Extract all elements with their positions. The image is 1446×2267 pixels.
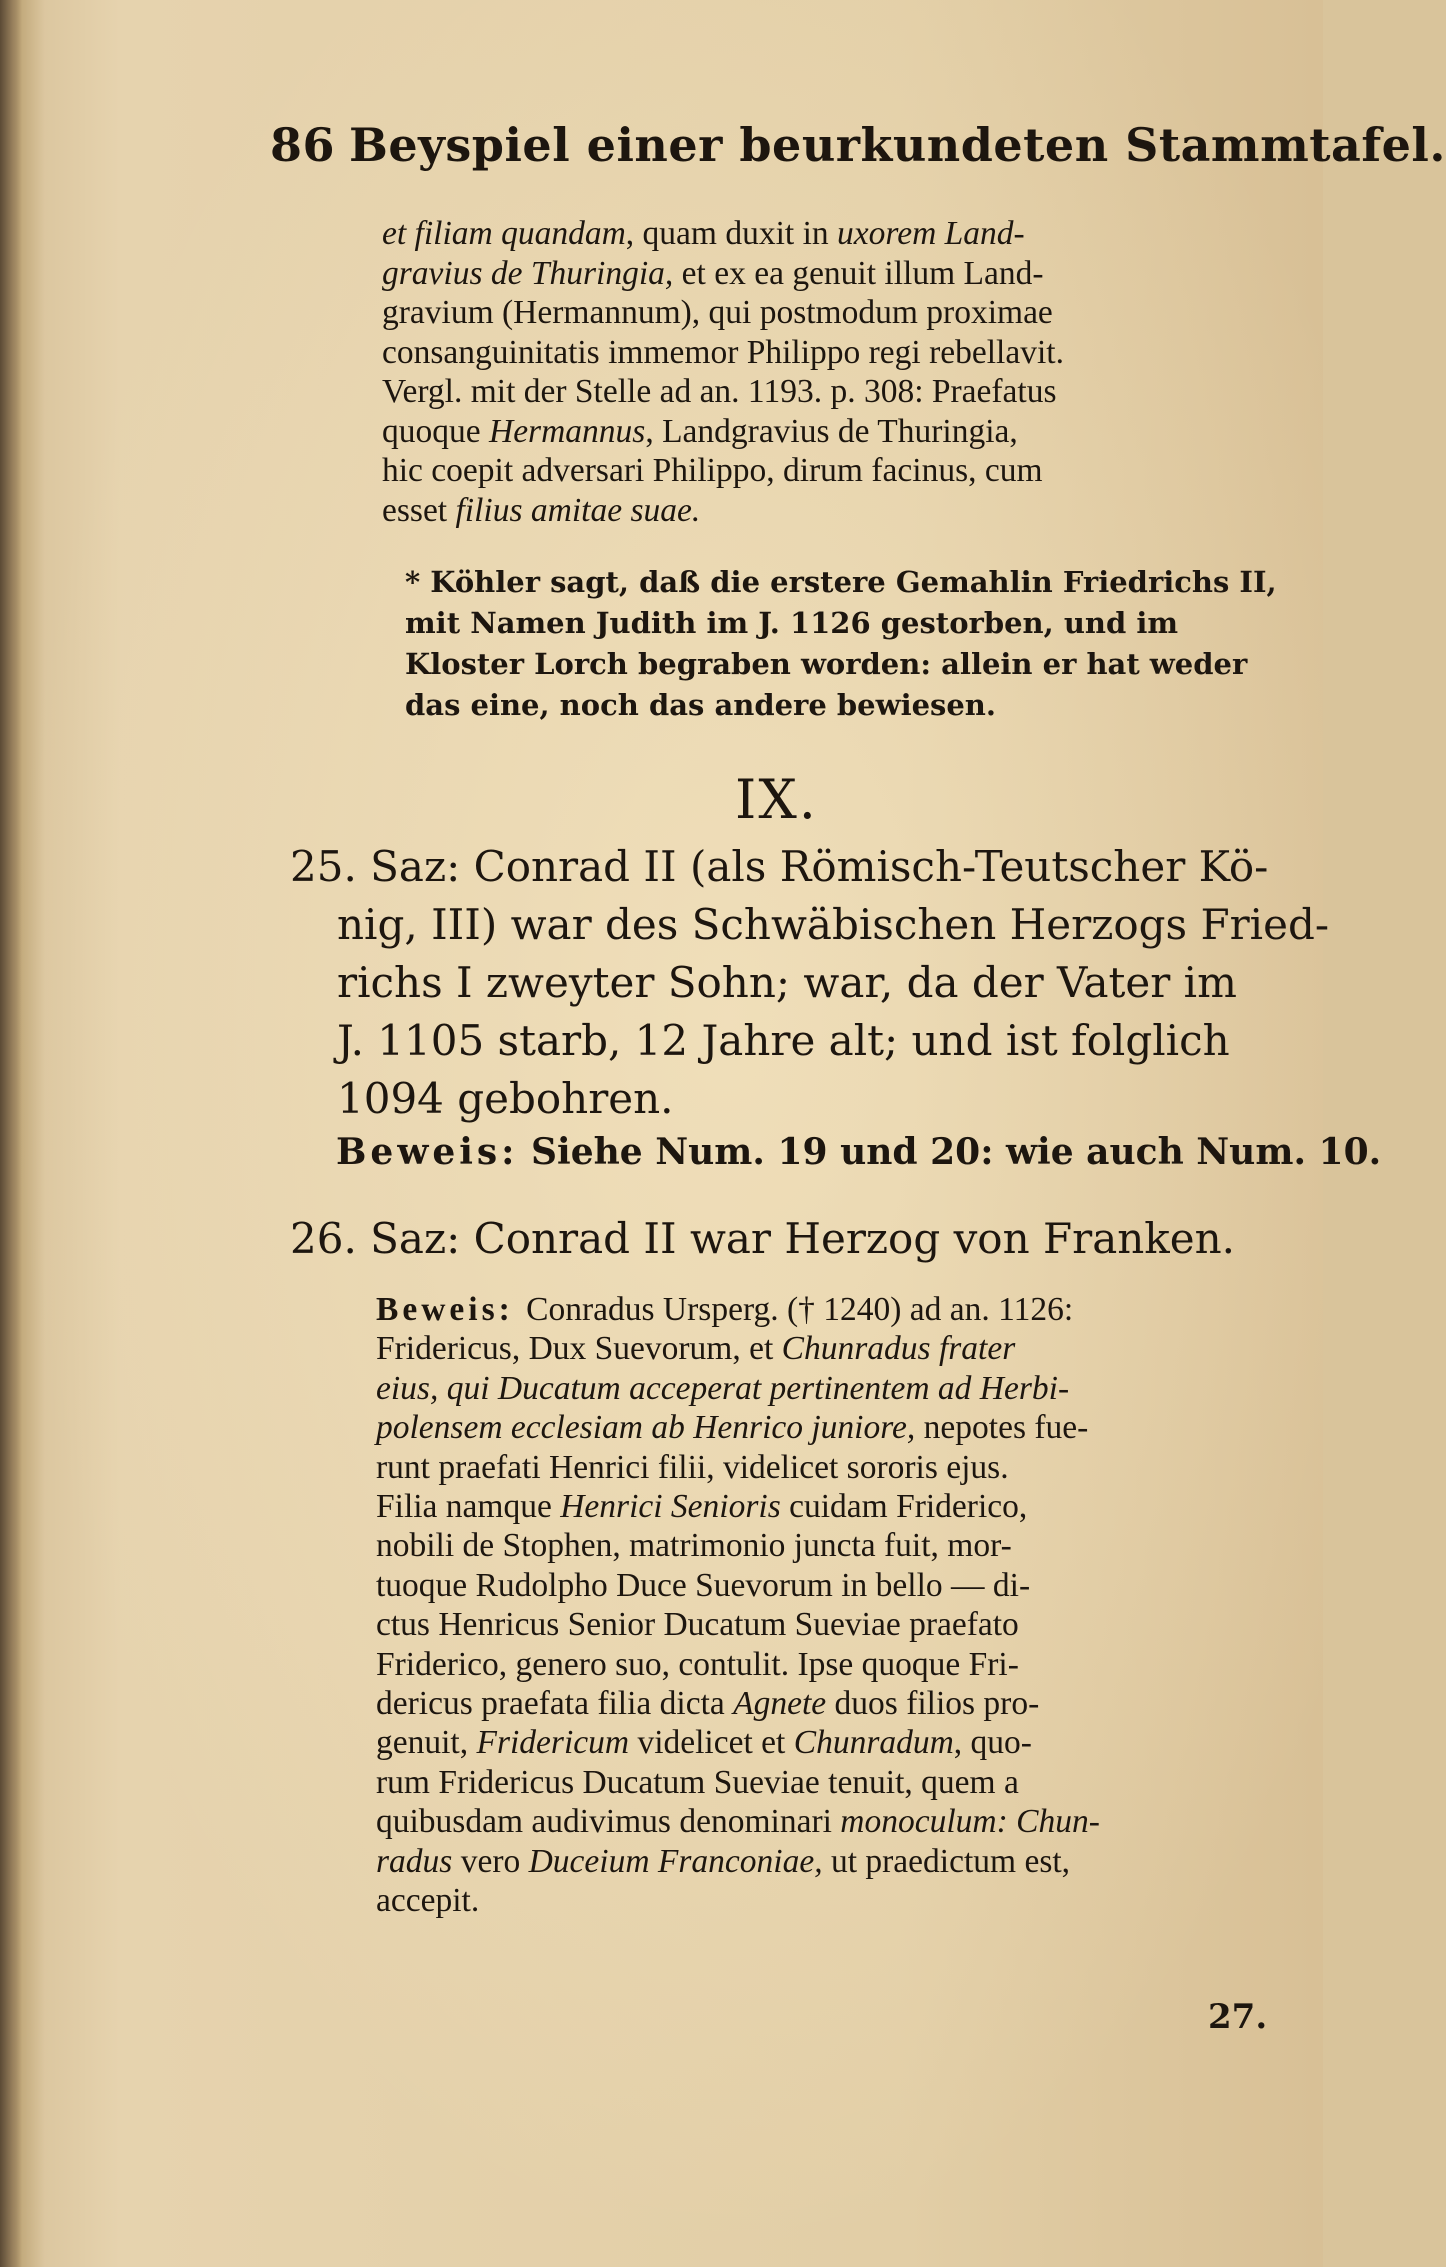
proof-label: Beweis: <box>376 1291 527 1328</box>
latin-quotation-paragraph <box>382 214 1064 530</box>
text-line <box>376 1448 1100 1487</box>
text-segment: Friderico, genero suo, contulit. Ipse quoque Fri- <box>376 1645 1019 1683</box>
text-line: richs I zweyter Sohn; war, da der Vater im <box>337 958 1237 1007</box>
binding-gutter <box>0 0 22 2267</box>
page-number: 86 <box>270 118 336 172</box>
text-segment: et ex ea genuit illum Land- <box>673 254 1044 292</box>
text-segment: Filia namque <box>376 1488 561 1526</box>
section-heading: IX. <box>735 768 818 831</box>
text-segment: videlicet et <box>629 1724 794 1762</box>
text-segment: Vergl. mit der Stelle ad an. 1193. p. 308: Praefatus <box>382 373 1057 410</box>
text-segment: Fridericus, Dux Suevorum, et <box>376 1330 782 1368</box>
italic-segment: Agnete <box>733 1685 827 1723</box>
proof-label: Beweis: <box>336 1131 519 1173</box>
text-segment: , quo- <box>953 1724 1032 1762</box>
text-segment: rum Fridericus Ducatum Sueviae tenuit, quem a <box>376 1763 1019 1801</box>
text-line <box>382 214 1064 254</box>
text-segment: dericus praefata filia dicta <box>376 1685 734 1723</box>
text-line <box>376 1329 1100 1368</box>
text-line <box>382 491 1064 531</box>
footnote <box>405 562 1277 726</box>
text-line: * Köhler sagt, daß die erstere Gemahlin Friedrichs II, <box>405 565 1277 599</box>
running-header <box>270 118 1446 172</box>
text-segment: , Landgravius de Thuringia, <box>645 412 1018 450</box>
italic-segment: et filiam quandam <box>382 215 626 252</box>
text-line <box>376 1684 1100 1723</box>
text-line <box>382 333 1064 373</box>
text-line <box>382 451 1064 491</box>
text-segment: ctus Henricus Senior Ducatum Sueviae praefato <box>376 1606 1019 1644</box>
italic-segment: eius, qui Ducatum acceperat pertinentem ad Herbi- <box>376 1369 1070 1407</box>
text-segment: nepotes fue- <box>915 1409 1089 1447</box>
italic-segment: Hermannus <box>489 412 646 450</box>
text-segment: hic coepit adversari Philippo, dirum facinus, cum <box>382 452 1043 489</box>
italic-segment: filius amitae suae. <box>455 491 701 529</box>
text-segment: vero <box>452 1842 529 1880</box>
thesis-26: 26. Saz: Conrad II war Herzog von Franken. <box>290 1214 1235 1263</box>
text-line <box>382 293 1064 333</box>
thesis-25 <box>290 838 1329 1128</box>
text-segment: cuidam Friderico, <box>780 1488 1028 1526</box>
text-segment: nobili de Stophen, matrimonio juncta fuit, mor- <box>376 1527 1012 1565</box>
italic-segment: Henrici Senioris <box>560 1488 781 1526</box>
text-line: 25. Saz: Conrad II (als Römisch-Teutscher Kö- <box>290 842 1269 891</box>
text-line: das eine, noch das andere bewiesen. <box>405 688 996 722</box>
text-line <box>376 1369 1100 1408</box>
text-line <box>376 1566 1100 1605</box>
proof-text: Siehe Num. 19 und 20: wie auch Num. 10. <box>531 1131 1382 1173</box>
italic-segment: polensem ecclesiam ab Henrico juniore, <box>376 1409 916 1447</box>
text-line <box>376 1723 1100 1762</box>
text-line <box>376 1645 1100 1684</box>
text-line <box>376 1290 1100 1329</box>
text-segment: esset <box>382 491 456 529</box>
catchword: 27. <box>1208 1997 1268 2037</box>
italic-segment: Fridericum <box>476 1724 630 1762</box>
text-segment: gravium (Hermannum), qui postmodum proximae <box>382 294 1053 331</box>
italic-segment: gravius de Thuringia, <box>382 254 674 292</box>
text-segment: ut praedictum est, <box>822 1842 1071 1880</box>
text-line <box>376 1842 1100 1881</box>
text-segment: tuoque Rudolpho Duce Suevorum in bello — di- <box>376 1566 1031 1604</box>
text-line <box>376 1763 1100 1802</box>
proof-25 <box>336 1131 1381 1173</box>
italic-segment: monoculum: Chun- <box>840 1803 1100 1841</box>
text-segment: Conradus Ursperg. († 1240) ad an. 1126: <box>526 1291 1074 1328</box>
text-segment: quoque <box>382 412 489 450</box>
text-line <box>382 412 1064 452</box>
italic-segment: Chunradus frater <box>781 1330 1016 1368</box>
italic-segment: uxorem Land- <box>837 215 1025 252</box>
text-line <box>376 1881 1100 1920</box>
text-segment: duos filios pro- <box>826 1685 1040 1723</box>
text-line: Kloster Lorch begraben worden: allein er hat weder <box>405 647 1248 681</box>
text-line: nig, III) war des Schwäbischen Herzogs Fried- <box>337 900 1330 949</box>
text-line <box>382 372 1064 412</box>
italic-segment: Duceium Franconiae, <box>528 1842 823 1880</box>
text-line <box>376 1526 1100 1565</box>
text-line <box>376 1408 1100 1447</box>
text-line: mit Namen Judith im J. 1126 gestorben, und im <box>405 606 1179 640</box>
text-segment: , quam duxit in <box>625 215 838 252</box>
text-line: J. 1105 starb, 12 Jahre alt; und ist folglich <box>337 1016 1230 1065</box>
text-segment: accepit. <box>376 1882 480 1920</box>
text-line: 1094 gebohren. <box>337 1074 674 1123</box>
text-line <box>376 1802 1100 1841</box>
text-segment: runt praefati Henrici filii, videlicet sororis ejus. <box>376 1448 1009 1486</box>
proof-26 <box>376 1290 1100 1921</box>
text-segment: consanguinitatis immemor Philippo regi rebellavit. <box>382 333 1064 371</box>
running-title: Beyspiel einer beurkundeten Stammtafel. <box>349 118 1446 172</box>
text-segment: genuit, <box>376 1724 477 1762</box>
text-line <box>376 1487 1100 1526</box>
text-segment: quibusdam audivimus denominari <box>376 1803 841 1841</box>
text-line <box>376 1605 1100 1644</box>
italic-segment: radus <box>376 1842 453 1880</box>
italic-segment: Chunradum <box>793 1724 954 1762</box>
text-line <box>382 254 1064 294</box>
